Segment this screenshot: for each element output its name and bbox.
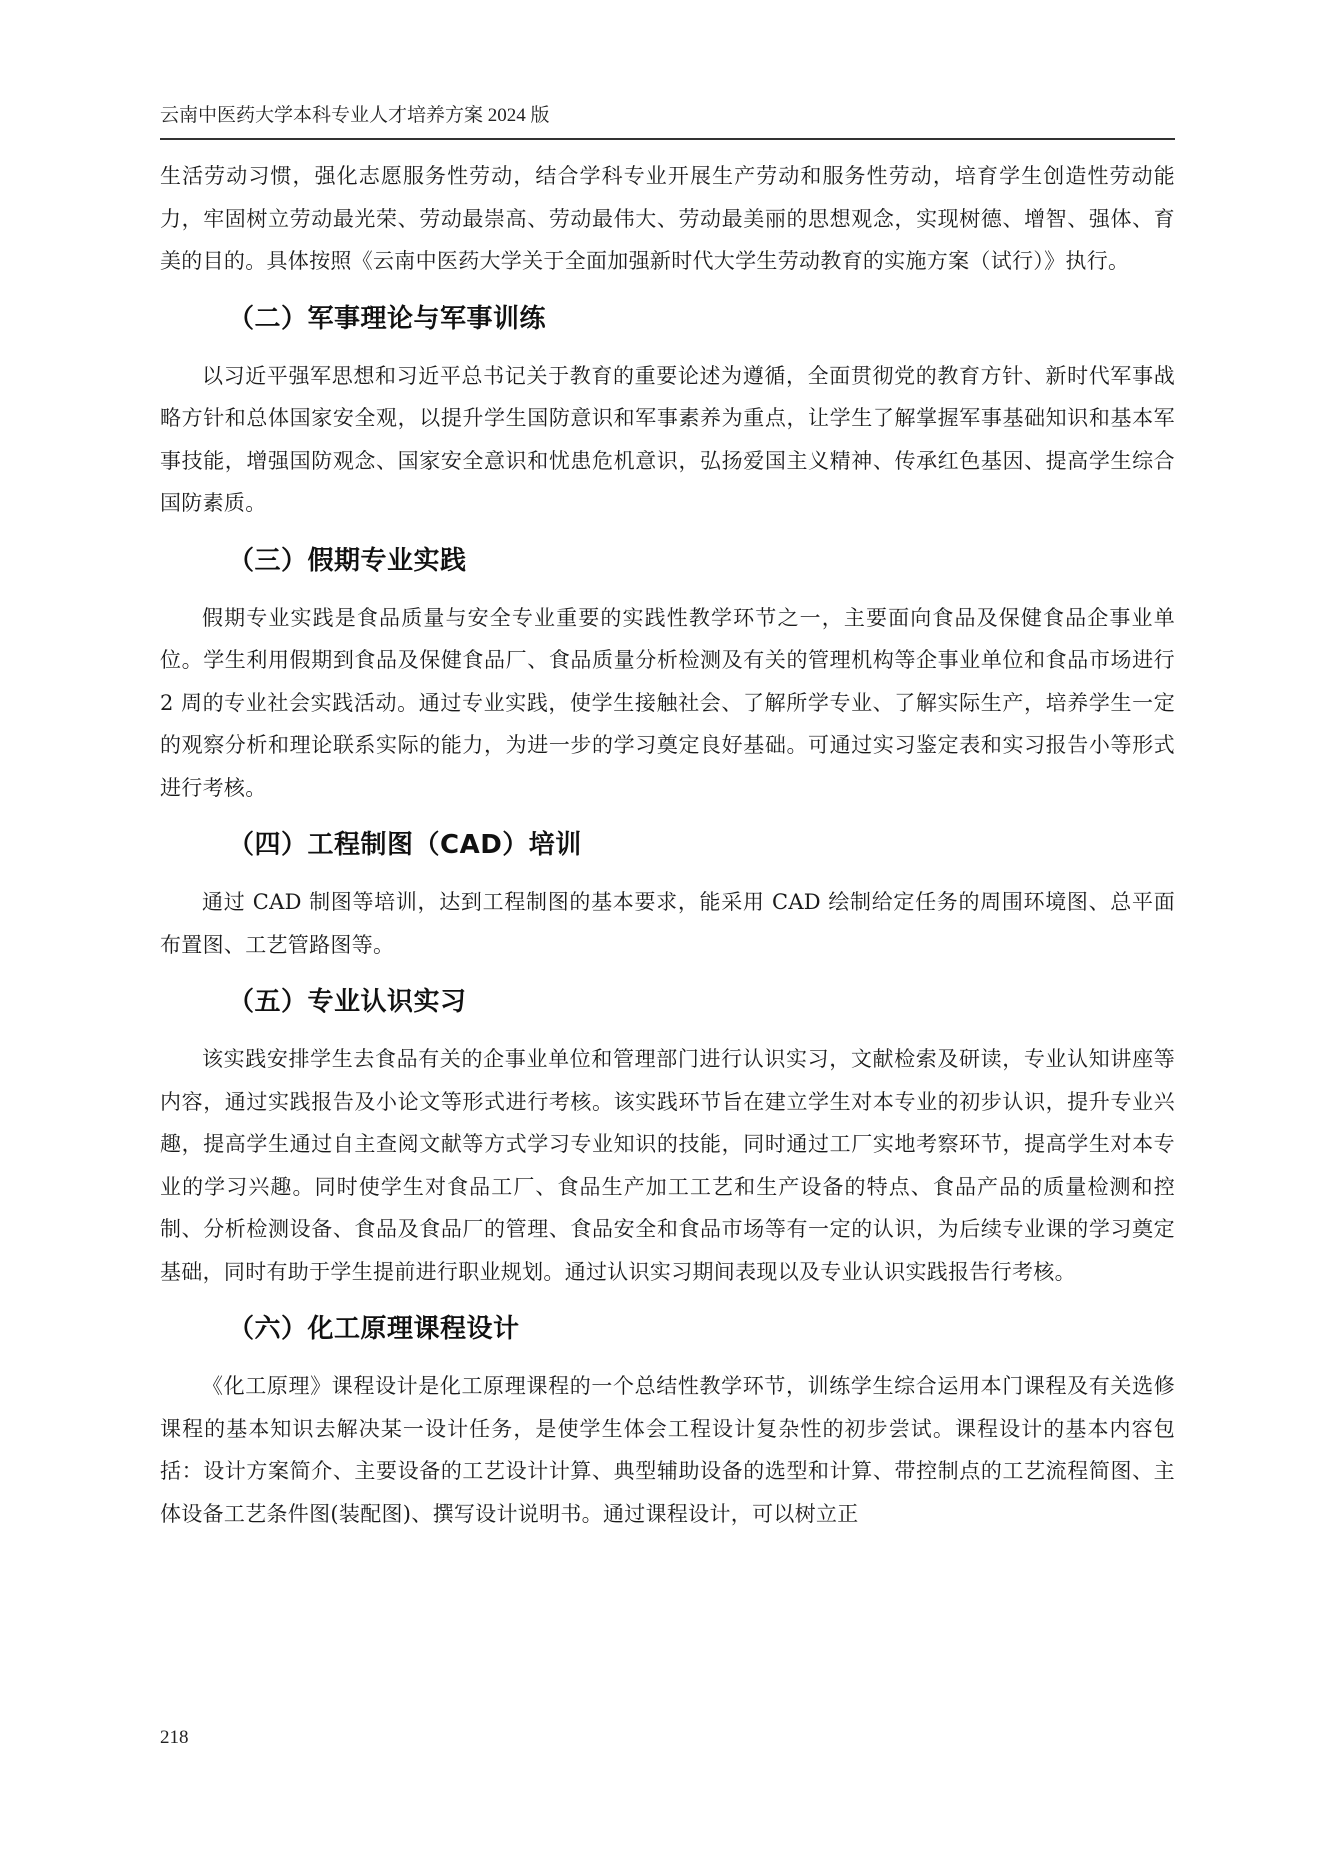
section-paragraph-cognition-internship: 该实践安排学生去食品有关的企事业单位和管理部门进行认识实习，文献检索及研读，专业认知讲座等内容，通过实践报告及小论文等形式进行考核。该实践环节旨在建立学生对本专业的初步认识，提升专业兴趣，提高学生通过自主查阅文献等方式学习专业知识的技能，同时通过工厂实地考察环节，提高学生对本专业的学习兴趣。同时使学生对食品工厂、食品生产加工工艺和生产设备的特点、食品产品的质量检测和控制、分析检测设备、食品及食品厂的管理、食品安全和食品市场等有一定的认识，为后续专业课的学习奠定基础，同时有助于学生提前进行职业规划。通过认识实习期间表现以及专业认识实践报告行考核。 bbox=[160, 1047, 1175, 1284]
section-paragraph-military: 以习近平强军思想和习近平总书记关于教育的重要论述为遵循，全面贯彻党的教育方针、新时代军事战略方针和总体国家安全观，以提升学生国防意识和军事素养为重点，让学生了解掌握军事基础知识和基本军事技能，增强国防观念、国家安全意识和忧患危机意识，弘扬爱国主义精神、传承红色基因、提高学生综合国防素质。 bbox=[160, 363, 1175, 515]
page-content bbox=[160, 155, 1175, 1535]
section-paragraph-chemical-engineering-design: 《化工原理》课程设计是化工原理课程的一个总结性教学环节，训练学生综合运用本门课程及有关选修课程的基本知识去解决某一设计任务，是使学生体会工程设计复杂性的初步尝试。课程设计的基本内容包括：设计方案简介、主要设备的工艺设计计算、典型辅助设备的选型和计算、带控制点的工艺流程简图、主体设备工艺条件图(装配图)、撰写设计说明书。通过课程设计，可以树立正 bbox=[160, 1374, 1175, 1526]
section-heading-cad-training: （四）工程制图（CAD）培训 bbox=[228, 830, 582, 860]
section-heading-cognition-internship: （五）专业认识实习 bbox=[228, 987, 467, 1017]
section-paragraph-vacation-practice: 假期专业实践是食品质量与安全专业重要的实践性教学环节之一，主要面向食品及保健食品企事业单位。学生利用假期到食品及保健食品厂、食品质量分析检测及有关的管理机构等企事业单位和食品市场进行 2 周的专业社会实践活动。通过专业实践，使学生接触社会、了解所学专业、了解实际生产，培养学生一定的观察分析和理论联系实际的能力，为进一步的学习奠定良好基础。可通过实习鉴定表和实习报告小等形式进行考核。 bbox=[160, 605, 1175, 800]
section-heading-vacation-practice: （三）假期专业实践 bbox=[228, 545, 467, 576]
running-header: 云南中医药大学本科专业人才培养方案 2024 版 bbox=[160, 105, 550, 126]
section-heading-military: （二）军事理论与军事训练 bbox=[228, 303, 547, 334]
section-paragraph-cad-training: 通过 CAD 制图等培训，达到工程制图的基本要求，能采用 CAD 绘制给定任务的周围环境图、总平面布置图、工艺管路图等。 bbox=[160, 890, 1175, 957]
page-number: 218 bbox=[160, 1727, 189, 1748]
intro-paragraph: 生活劳动习惯，强化志愿服务性劳动，结合学科专业开展生产劳动和服务性劳动，培育学生创造性劳动能力，牢固树立劳动最光荣、劳动最崇高、劳动最伟大、劳动最美丽的思想观念，实现树德、增智、强体、育美的目的。具体按照《云南中医药大学关于全面加强新时代大学生劳动教育的实施方案（试行）》执行。 bbox=[160, 164, 1175, 273]
section-heading-chemical-engineering-design: （六）化工原理课程设计 bbox=[228, 1314, 520, 1344]
header-divider bbox=[160, 138, 1175, 140]
